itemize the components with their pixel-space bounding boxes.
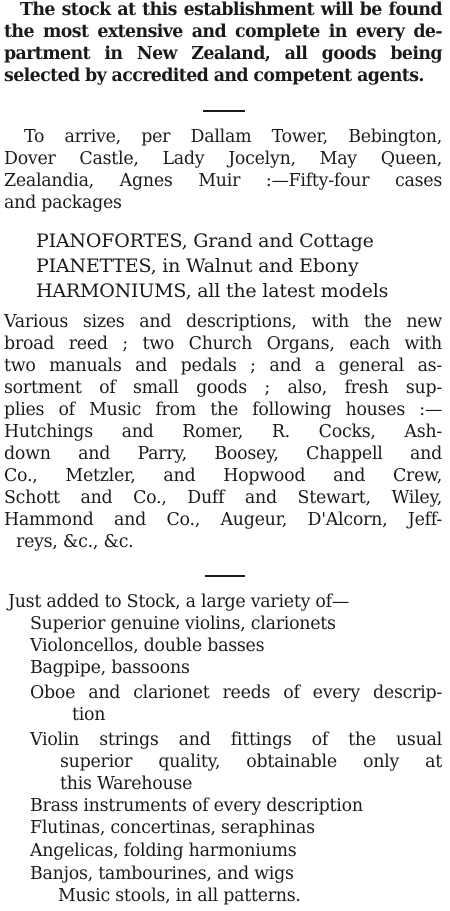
- stock-item: Music stools, in all patterns.: [58, 886, 301, 906]
- description-line-1: Various sizes and descriptions, with the new: [4, 312, 442, 332]
- description-line-2: broad reed ; two Church Organs, each with: [4, 334, 442, 354]
- description-line-7: down and Parry, Boosey, Chappell and: [4, 444, 442, 464]
- arrivals-line-2: Dover Castle, Lady Jocelyn, May Queen,: [4, 149, 442, 169]
- description-line-4: sortment of small goods ; also, fresh sup-: [4, 378, 442, 398]
- intro-line-4: selected by accredited and competent agents.: [4, 66, 424, 86]
- stock-heading: Just added to Stock, a large variety of—: [8, 592, 349, 612]
- instrument-pianettes: PIANETTES, in Walnut and Ebony: [36, 255, 359, 277]
- stock-item: Violin strings and fittings of the usual: [30, 730, 442, 750]
- instrument-pianofortes: PIANOFORTES, Grand and Cottage: [36, 230, 374, 252]
- arrivals-line-1: To arrive, per Dallam Tower, Bebington,: [24, 127, 442, 147]
- description-line-11: reys, &c., &c.: [16, 532, 134, 552]
- instrument-harmoniums: HARMONIUMS, all the latest models: [36, 280, 389, 302]
- arrivals-line-3: Zealandia, Agnes Muir :—Fifty-four cases: [4, 171, 442, 191]
- intro-line-1: The stock at this establishment will be found: [20, 0, 442, 20]
- stock-item-continuation: this Warehouse: [60, 774, 193, 794]
- stock-item: Oboe and clarionet reeds of every descrip-: [30, 683, 442, 703]
- section-divider: [203, 110, 245, 112]
- section-divider: [205, 575, 245, 577]
- description-line-3: two manuals and pedals ; and a general as-: [4, 356, 442, 376]
- stock-item: Banjos, tambourines, and wigs: [30, 864, 294, 884]
- description-line-10: Hammond and Co., Augeur, D'Alcorn, Jeff-: [4, 510, 442, 530]
- description-line-6: Hutchings and Romer, R. Cocks, Ash-: [4, 422, 442, 442]
- stock-item: Flutinas, concertinas, seraphinas: [30, 818, 315, 838]
- description-line-9: Schott and Co., Duff and Stewart, Wiley,: [4, 488, 442, 508]
- description-line-8: Co., Metzler, and Hopwood and Crew,: [4, 466, 442, 486]
- stock-item-continuation: tion: [72, 705, 106, 725]
- stock-item: Brass instruments of every description: [30, 796, 363, 816]
- stock-item: Bagpipe, bassoons: [30, 658, 190, 678]
- intro-line-2: the most extensive and complete in every de-: [4, 22, 442, 42]
- stock-item-continuation: superior quality, obtainable only at: [60, 752, 442, 772]
- intro-line-3: partment in New Zealand, all goods being: [4, 44, 442, 64]
- stock-item: Superior genuine violins, clarionets: [30, 614, 336, 634]
- stock-item: Violoncellos, double basses: [30, 636, 265, 656]
- stock-item: Angelicas, folding harmoniums: [30, 841, 297, 861]
- description-line-5: plies of Music from the following houses :—: [4, 400, 442, 420]
- arrivals-line-4: and packages: [4, 193, 122, 213]
